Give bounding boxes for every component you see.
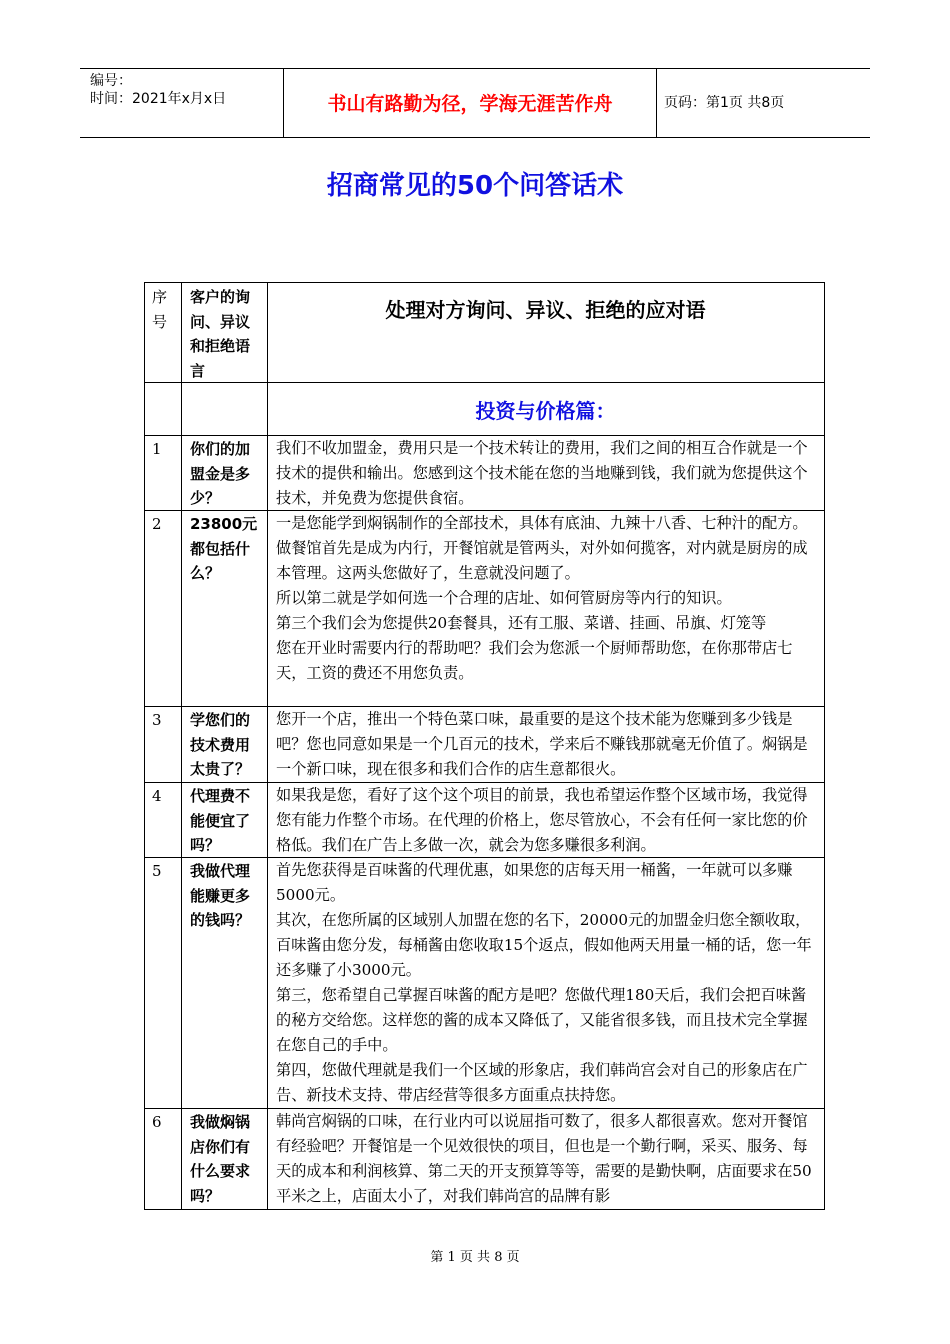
answer-paragraph: 如果我是您，看好了这个这个项目的前景，我也希望运作整个区域市场，我觉得您有能力作整个市场。在代理的价格上，您尽管放心，不会有任何一家比您的价格低。我们在广告上多做一次，就会为您多赚很多利润。	[276, 786, 808, 854]
table-rule	[181, 282, 182, 1210]
header-meta-cell	[80, 69, 283, 137]
answer-cell	[276, 1109, 821, 1209]
answer-paragraph: 您开一个店，推出一个特色菜口味，最重要的是这个技术能为您赚到多少钱是吧？您也同意如果是一个几百元的技术，学来后不赚钱那就毫无价值了。焖锅是一个新口味，现在很多和我们合作的店生意都很火。	[276, 710, 808, 778]
answer-paragraph: 第三个我们会为您提供20套餐具，还有工服、菜谱、挂画、吊旗、灯笼等	[276, 614, 767, 632]
answer-paragraph: 一是您能学到焖锅制作的全部技术，具体有底油、九辣十八香、七种汁的配方。做餐馆首先是成为内行，开餐馆就是管两头，对外如何揽客，对内就是厨房的成本管理。这两头您做好了，生意就没问题了。	[276, 514, 808, 582]
answer-paragraph: 第三，您希望自己掌握百味酱的配方是吧？您做代理180天后，我们会把百味酱的秘方交给您。这样您的酱的成本又降低了，又能省很多钱，而且技术完全掌握在您自己的手中。	[276, 986, 808, 1054]
answer-cell	[276, 511, 821, 686]
answer-paragraph: 首先您获得是百味酱的代理优惠，如果您的店每天用一桶酱，一年就可以多赚5000元。	[276, 861, 793, 904]
header-motto-cell	[283, 69, 657, 137]
answer-cell	[276, 707, 821, 782]
answer-paragraph: 所以第二就是学如何选一个合理的店址、如何管厨房等内行的知识。	[276, 589, 732, 607]
answer-paragraph: 您在开业时需要内行的帮助吧？我们会为您派一个厨师帮助您，在你那带店七天，工资的费还不用您负责。	[276, 639, 793, 682]
answer-paragraph: 我们不收加盟金，费用只是一个技术转让的费用，我们之间的相互合作就是一个技术的提供和输出。您感到这个技术能在您的当地赚到钱，我们就为您提供这个技术，并免费为您提供食宿。	[276, 439, 808, 507]
col-header-number: 序号	[152, 288, 168, 331]
question-cell: 代理费不能便宜了吗？	[190, 787, 251, 855]
header-page-cell	[656, 69, 870, 137]
col-header-answer: 处理对方询问、异议、拒绝的应对语	[385, 298, 706, 322]
answer-cell	[276, 436, 821, 511]
question-cell: 学您们的技术费用太贵了？	[190, 711, 251, 779]
question-cell: 我做焖锅店你们有什么要求吗？	[190, 1113, 251, 1206]
col-header-question: 客户的询问、异议和拒绝语言	[190, 288, 251, 381]
page-code-label: 页码：第1页 共8页	[664, 95, 785, 111]
page-footer: 第 1 页 共 8 页	[430, 1250, 520, 1265]
document-title: 招商常见的50个问答话术	[326, 171, 624, 201]
row-number: 3	[152, 711, 162, 729]
row-number: 1	[152, 440, 162, 458]
doc-date-label: 时间：2021年x月x日	[90, 91, 227, 107]
question-cell: 你们的加盟金是多少？	[190, 440, 251, 508]
header-strip	[80, 68, 870, 138]
table-rule	[144, 282, 145, 1210]
table-rule	[144, 1209, 825, 1210]
question-cell: 我做代理能赚更多的钱吗？	[190, 862, 251, 930]
answer-cell	[276, 858, 821, 1108]
row-number: 6	[152, 1113, 162, 1131]
answer-paragraph: 其次，在您所属的区域别人加盟在您的名下，20000元的加盟金归您全额收取，百味酱由您分发，每桶酱由您收取15个返点，假如他两天用量一桶的话，您一年还多赚了小3000元。	[276, 911, 812, 979]
motto-text: 书山有路勤为径，学海无涯苦作舟	[327, 93, 613, 115]
doc-number-label: 编号：	[90, 73, 132, 89]
answer-cell	[276, 783, 821, 858]
answer-paragraph: 第四，您做代理就是我们一个区域的形象店，我们韩尚宫会对自己的形象店在广告、新技术支持、带店经营等很多方面重点扶持您。	[276, 1061, 808, 1104]
answer-paragraph: 韩尚宫焖锅的口味，在行业内可以说屈指可数了，很多人都很喜欢。您对开餐馆有经验吧？开餐馆是一个见效很快的项目，但也是一个勤行啊，采买、服务、每天的成本和利润核算、第二天的开支预算等等，需要的是勤快啊，店面要求在50平米之上，店面太小了，对我们韩尚宫的品牌有影	[276, 1112, 812, 1205]
section-title: 投资与价格篇：	[475, 399, 616, 423]
row-number: 4	[152, 787, 162, 805]
table-rule	[824, 282, 825, 1210]
qa-table	[144, 282, 825, 1210]
row-number: 5	[152, 862, 162, 880]
row-number: 2	[152, 515, 162, 533]
table-rule	[144, 282, 825, 283]
question-cell: 23800元都包括什么？	[190, 515, 258, 583]
